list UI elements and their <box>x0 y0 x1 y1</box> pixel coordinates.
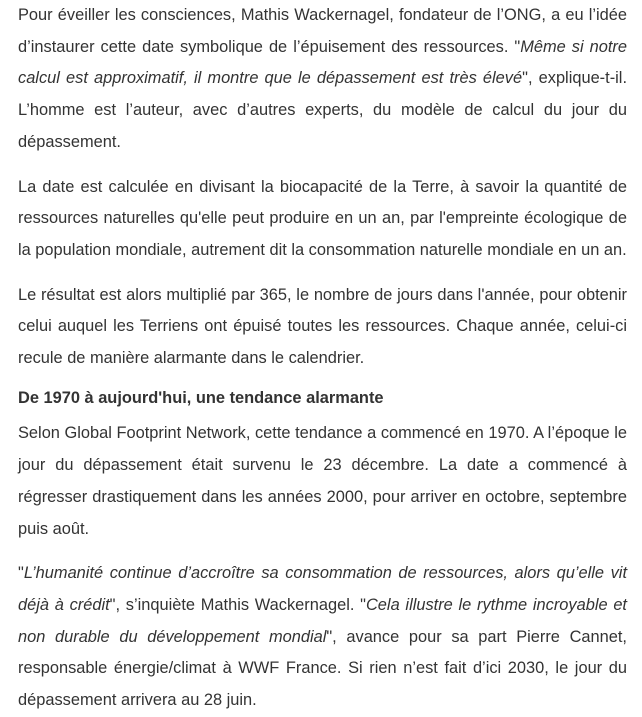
paragraph-ngo-founder <box>18 0 627 159</box>
section-heading: De 1970 à aujourd'hui, une tendance alarmante <box>18 388 384 407</box>
paragraph-text: " <box>18 564 24 583</box>
paragraph-text: Pour éveiller les consciences, Mathis Wackernagel, fondateur de l’ONG, a eu l’idée d’instaurer cette date symbolique de l’épuisement des ressources. " <box>18 6 627 56</box>
paragraph-text: ", explique-t-il. L’homme est l’auteur, avec d’autres experts, du modèle de calcul du jour du dépassement. <box>18 69 627 151</box>
paragraph-history: Selon Global Footprint Network, cette tendance a commencé en 1970. A l’époque le jour du dépassement était survenu le 23 décembre. La date a commencé à régresser drastiquement dans les années 2000, pour arriver en octobre, septembre puis août. <box>18 424 627 538</box>
paragraph-calculation-method: La date est calculée en divisant la biocapacité de la Terre, à savoir la quantité de ressources naturelles qu'elle peut produire en un an, par l'empreinte écologique de la population mondiale, autrement dit la consommation naturelle mondiale en un an. <box>18 177 627 259</box>
quote-text: Même si notre calcul est approximatif, il montre que le dépassement est très élevé <box>18 37 628 88</box>
paragraph-quotes <box>18 558 627 717</box>
paragraph-text: ", avance pour sa part Pierre Cannet, responsable énergie/climat à WWF France. Si rien n’est fait d’ici 2030, le jour du dépassement arrivera au 28 juin. <box>18 627 627 710</box>
paragraph-text: ", s’inquiète Mathis Wackernagel. " <box>109 595 366 614</box>
quote-text: Cela illustre le rythme incroyable et non durable du développement mondial <box>18 595 627 646</box>
quote-text: L’humanité continue d’accroître sa consommation de ressources, alors qu’elle vit déjà à crédit <box>18 564 627 614</box>
paragraph-result: Le résultat est alors multiplié par 365, le nombre de jours dans l'année, pour obtenir celui auquel les Terriens ont épuisé toutes les ressources. Chaque année, celui-ci recule de manière alarmante dans le calendrier. <box>18 285 627 368</box>
article-body <box>18 0 627 717</box>
